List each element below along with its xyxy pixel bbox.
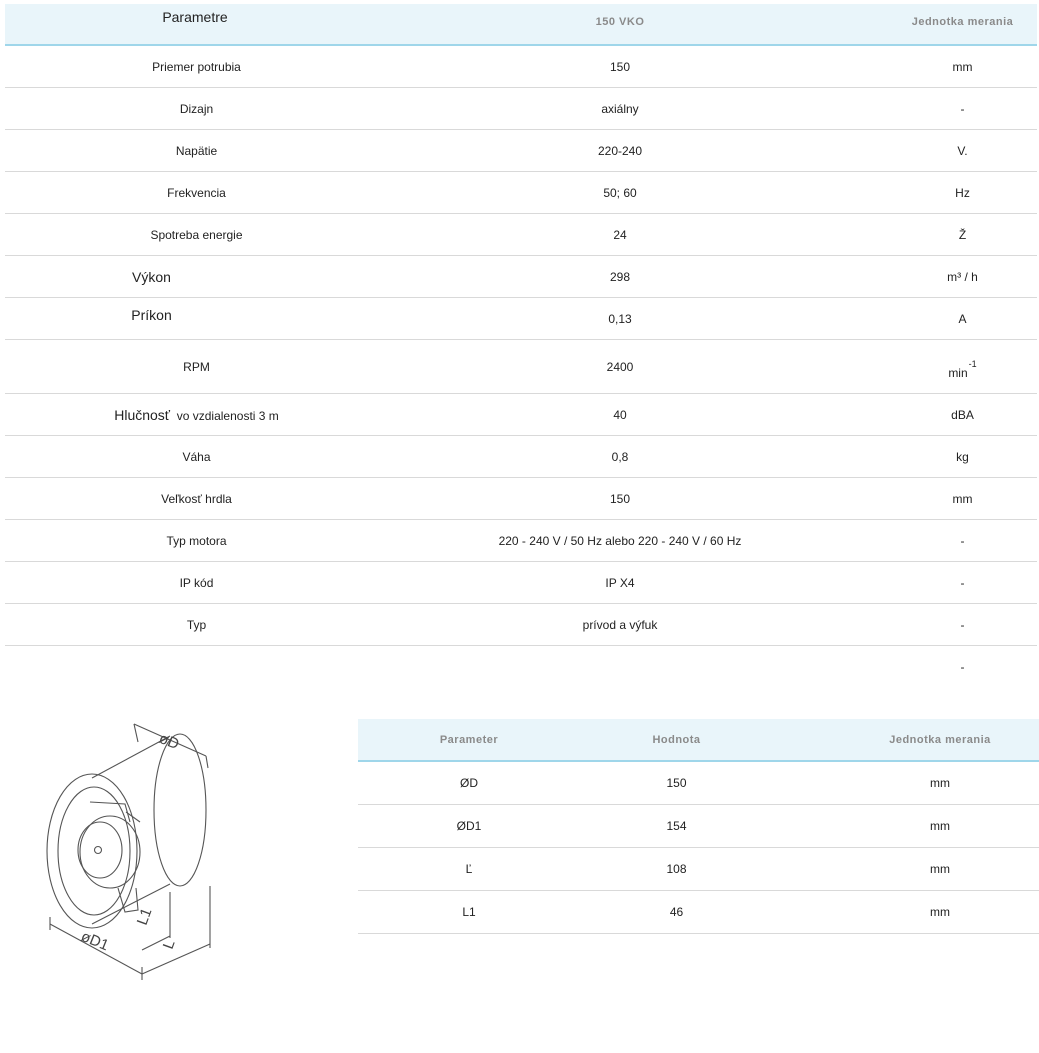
dim-value: 154 [666,819,687,833]
param-value: 24 [613,227,627,242]
param-value: 40 [613,407,627,422]
spec-table-header [5,4,1037,46]
param-label: Váha [182,449,211,464]
dimension-table [358,719,1039,934]
dim-value: 46 [669,905,684,919]
param-unit: - [960,575,965,590]
param-value: 298 [609,269,631,284]
header-parameter: Parameter [439,733,499,746]
table-row [5,604,1037,646]
param-label: Frekvencia [167,185,226,200]
param-label: IP kód [179,575,214,590]
table-row [5,256,1037,298]
header-unit: Jednotka merania [889,733,991,746]
table-row [5,130,1037,172]
dim-value: 150 [666,776,687,790]
header-unit: Jednotka merania [911,16,1014,28]
param-value: 150 [609,59,631,74]
dim-param: L1 [462,905,476,919]
param-value: axiálny [601,101,639,116]
param-label-suffix: vo vzdialenosti 3 m [176,408,279,423]
param-unit: kg [956,449,969,464]
table-row [5,298,1037,340]
header-parameter: Parametre [162,9,228,25]
dim-param: ØD [460,776,478,790]
unit-superscript: -1 [968,358,977,369]
table-row [358,805,1039,848]
table-row [358,762,1039,805]
table-row [5,46,1037,88]
dim-value: 108 [666,862,687,876]
table-row [5,520,1037,562]
param-unit: dBA [951,407,974,422]
unit-base: min [948,365,968,380]
table-row [5,478,1037,520]
dim-label-d: øD [156,729,182,754]
dim-unit: mm [930,862,950,876]
param-label: Výkon [132,268,171,285]
param-value: 0,8 [611,449,629,464]
fan-dimension-drawing [30,712,230,982]
param-unit: Ž [958,227,967,242]
param-label: Typ [186,617,207,632]
dim-unit: mm [930,905,950,919]
param-unit: - [960,659,965,674]
table-row [5,172,1037,214]
table-row [5,394,1037,436]
header-value: Hodnota [652,733,701,746]
param-label: Napätie [175,143,218,158]
param-value: 50; 60 [603,185,637,200]
param-label: Typ motora [166,533,227,548]
param-value: 150 [609,491,631,506]
dim-label-l1: L1 [133,905,156,928]
param-label: Dizajn [179,101,214,116]
table-row [5,436,1037,478]
dim-label-l: L [159,937,179,952]
param-value: 0,13 [608,311,632,326]
param-value: 220 - 240 V / 50 Hz alebo 220 - 240 V / 60 Hz [498,533,742,548]
param-label: RPM [183,359,210,374]
param-value: prívod a výfuk [582,617,658,632]
header-model: 150 VKO [595,16,645,28]
param-unit: V. [957,143,968,158]
param-label: Priemer potrubia [152,59,241,74]
param-unit: mm [952,491,973,506]
param-unit: Hz [955,185,970,200]
param-label: Spotreba energie [150,227,243,242]
param-unit: - [960,533,965,548]
param-value: 220-240 [597,143,643,158]
param-label [5,407,388,423]
dim-param: Ľ [465,862,473,876]
table-row [5,340,1037,394]
table-row [5,88,1037,130]
param-unit [855,358,1039,380]
param-unit: - [960,101,965,116]
table-row [358,848,1039,891]
table-row [358,891,1039,934]
param-value: 2400 [606,359,634,374]
dim-unit: mm [930,819,950,833]
spec-table [5,4,1037,687]
table-row [5,646,1037,687]
param-label-main: Hlučnosť [114,406,171,423]
dim-param: ØD1 [456,819,482,833]
dim-label-d1: øD1 [78,927,112,955]
param-value: IP X4 [605,575,635,590]
table-row [5,214,1037,256]
param-label: Príkon [131,307,172,324]
param-unit: mm [952,59,973,74]
param-unit: - [960,617,965,632]
dimension-table-header [358,719,1039,762]
param-unit: m³ / h [947,269,978,284]
dim-unit: mm [930,776,950,790]
table-row [5,562,1037,604]
param-unit: A [958,311,967,326]
param-label: Veľkosť hrdla [161,491,232,506]
